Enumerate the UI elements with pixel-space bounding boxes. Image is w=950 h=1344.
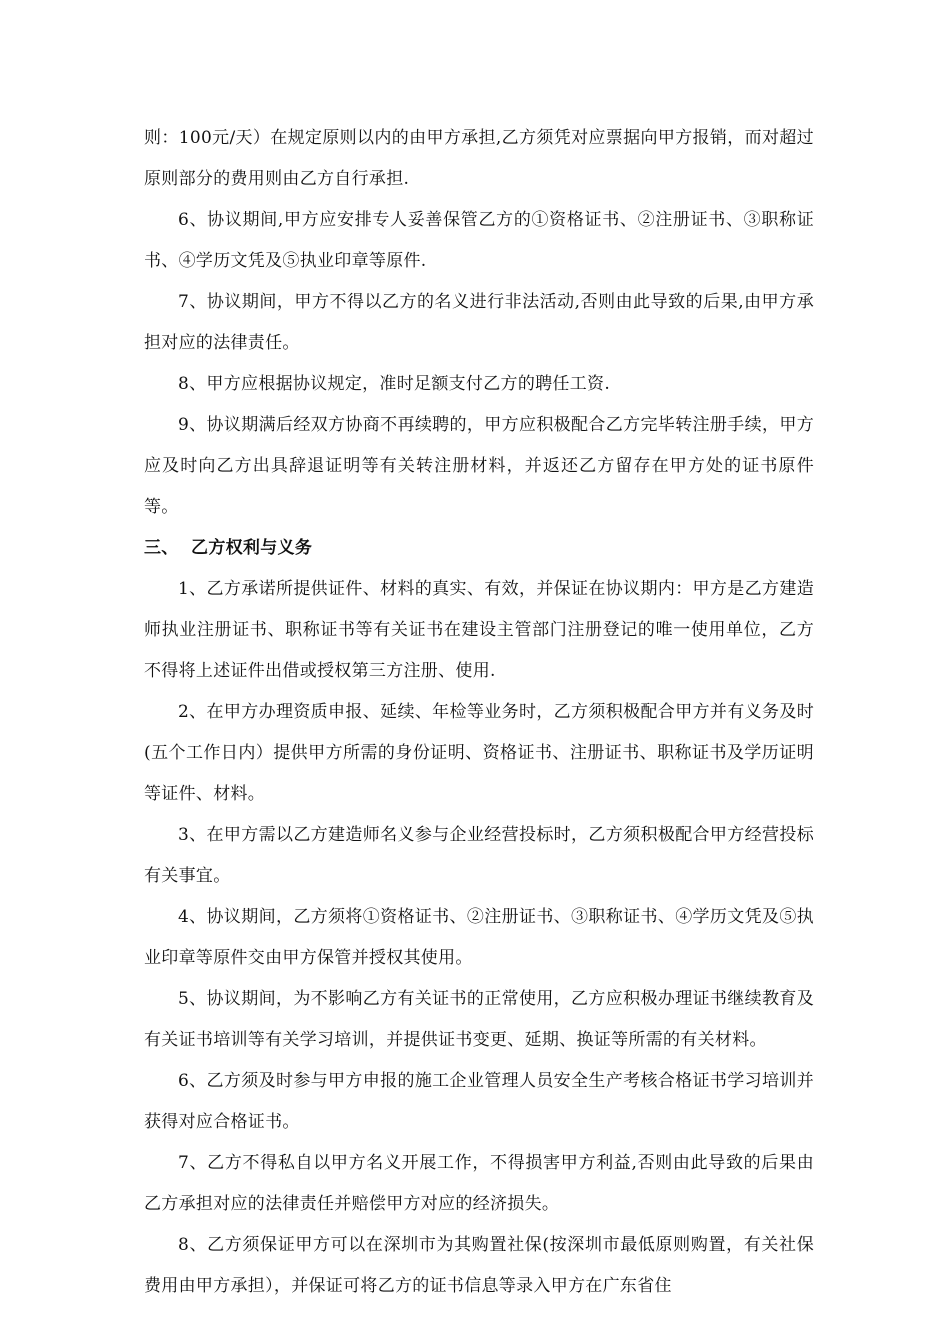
paragraph-a-clause-7: 7、协议期间，甲方不得以乙方的名义进行非法活动,否则由此导致的后果,由甲方承担对应的法律责任。 (144, 292, 814, 353)
section-heading-party-b-rights: 三、 乙方权利与义务 (144, 538, 313, 558)
paragraph-a-clause-6: 6、协议期间,甲方应安排专人妥善保管乙方的①资格证书、②注册证书、③职称证书、④学历文凭及⑤执业印章等原件. (144, 210, 814, 271)
paragraph-a-clause-9: 9、协议期满后经双方协商不再续聘的，甲方应积极配合乙方完毕转注册手续，甲方应及时向乙方出具辞退证明等有关转注册材料，并返还乙方留存在甲方处的证书原件等。 (144, 415, 814, 517)
paragraph-b-clause-2: 2、在甲方办理资质申报、延续、年检等业务时，乙方须积极配合甲方并有义务及时(五个工作日内）提供甲方所需的身份证明、资格证书、注册证书、职称证书及学历证明等证件、材料。 (144, 702, 814, 804)
paragraph-b-clause-7: 7、乙方不得私自以甲方名义开展工作，不得损害甲方利益,否则由此导致的后果由乙方承担对应的法律责任并赔偿甲方对应的经济损失。 (144, 1153, 814, 1214)
paragraph-b-clause-1: 1、乙方承诺所提供证件、材料的真实、有效，并保证在协议期内：甲方是乙方建造师执业注册证书、职称证书等有关证书在建设主管部门注册登记的唯一使用单位，乙方不得将上述证件出借或授权第三方注册、使用. (144, 579, 814, 681)
paragraph-a-clause-8: 8、甲方应根据协议规定，准时足额支付乙方的聘任工资. (178, 374, 611, 394)
paragraph-b-clause-5: 5、协议期间，为不影响乙方有关证书的正常使用，乙方应积极办理证书继续教育及有关证书培训等有关学习培训，并提供证书变更、延期、换证等所需的有关材料。 (144, 989, 814, 1050)
paragraph-b-clause-3: 3、在甲方需以乙方建造师名义参与企业经营投标时，乙方须积极配合甲方经营投标有关事宜。 (144, 825, 814, 886)
paragraph-b-clause-8: 8、乙方须保证甲方可以在深圳市为其购置社保(按深圳市最低原则购置，有关社保费用由甲方承担），并保证可将乙方的证书信息等录入甲方在广东省住 (144, 1235, 814, 1296)
document-body (144, 118, 814, 1307)
paragraph-b-clause-4: 4、协议期间，乙方须将①资格证书、②注册证书、③职称证书、④学历文凭及⑤执业印章等原件交由甲方保管并授权其使用。 (144, 907, 814, 968)
paragraph-b-clause-6: 6、乙方须及时参与甲方申报的施工企业管理人员安全生产考核合格证书学习培训并获得对应合格证书。 (144, 1071, 814, 1132)
paragraph-fee-continuation: 则：100元/天）在规定原则以内的由甲方承担,乙方须凭对应票据向甲方报销，而对超过原则部分的费用则由乙方自行承担. (144, 128, 814, 189)
